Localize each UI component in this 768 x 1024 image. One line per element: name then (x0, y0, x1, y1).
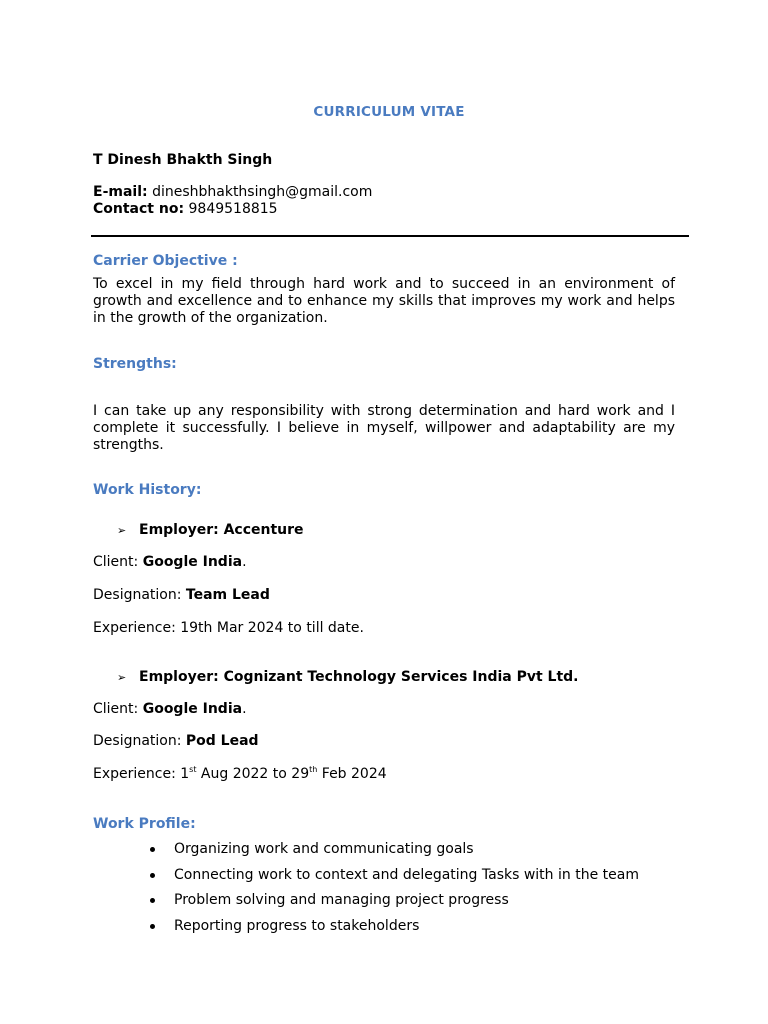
phone-line (93, 201, 278, 217)
email-label: E-mail: (93, 184, 148, 200)
job-2-designation-value: Pod Lead (185, 733, 259, 749)
objective-heading: Carrier Objective : (93, 253, 238, 269)
work-profile-heading: Work Profile: (93, 816, 196, 832)
job-1-employer (117, 522, 304, 538)
strengths-text: I can take up any responsibility with strong determination and hard work and I complete it successfully. I believe in myself, willpower and adaptability are my strengths. (93, 403, 675, 453)
dot-bullet-icon (150, 898, 155, 903)
dot-bullet-icon (150, 924, 155, 929)
job-2-client-value: Google India (142, 701, 243, 717)
job-2-client: Client: Google India. (93, 701, 247, 717)
job-2-employer-text: Employer: Cognizant Technology Services India Pvt Ltd. (139, 669, 579, 685)
section-divider (91, 235, 689, 237)
phone-label: Contact no: (93, 201, 185, 217)
strengths-heading: Strengths: (93, 356, 177, 372)
document-title: CURRICULUM VITAE (313, 104, 465, 120)
dot-bullet-icon (150, 847, 155, 852)
phone-value: 9849518815 (188, 201, 278, 217)
job-2-experience: Experience: 1st Aug 2022 to 29th Feb 2024 (93, 765, 387, 782)
job-1-designation-label: Designation: (93, 587, 182, 603)
job-2-designation-label: Designation: (93, 733, 182, 749)
dot-bullet-icon (150, 873, 155, 878)
job-1-employer-text: Employer: Accenture (139, 522, 304, 538)
objective-text: To excel in my field through hard work and to succeed in an environment of growth and excellence and to enhance my skills that improves my work and helps in the growth of the organization. (93, 276, 675, 326)
arrow-bullet-icon: ➢ (117, 524, 127, 537)
job-1-client-value: Google India (142, 554, 243, 570)
arrow-bullet-icon: ➢ (117, 671, 127, 684)
job-2-employer (117, 669, 579, 685)
candidate-name: T Dinesh Bhakth Singh (93, 152, 273, 168)
job-2-designation (93, 733, 259, 749)
job-1-experience: Experience: 19th Mar 2024 to till date. (93, 620, 364, 636)
email-line (93, 184, 372, 200)
work-history-heading: Work History: (93, 482, 202, 498)
job-1-designation (93, 587, 270, 603)
job-1-designation-value: Team Lead (185, 587, 270, 603)
job-1-client-label: Client: (93, 554, 139, 570)
job-2-client-label: Client: (93, 701, 139, 717)
email-value: dineshbhakthsingh@gmail.com (152, 184, 373, 200)
job-1-client: Client: Google India. (93, 554, 247, 570)
